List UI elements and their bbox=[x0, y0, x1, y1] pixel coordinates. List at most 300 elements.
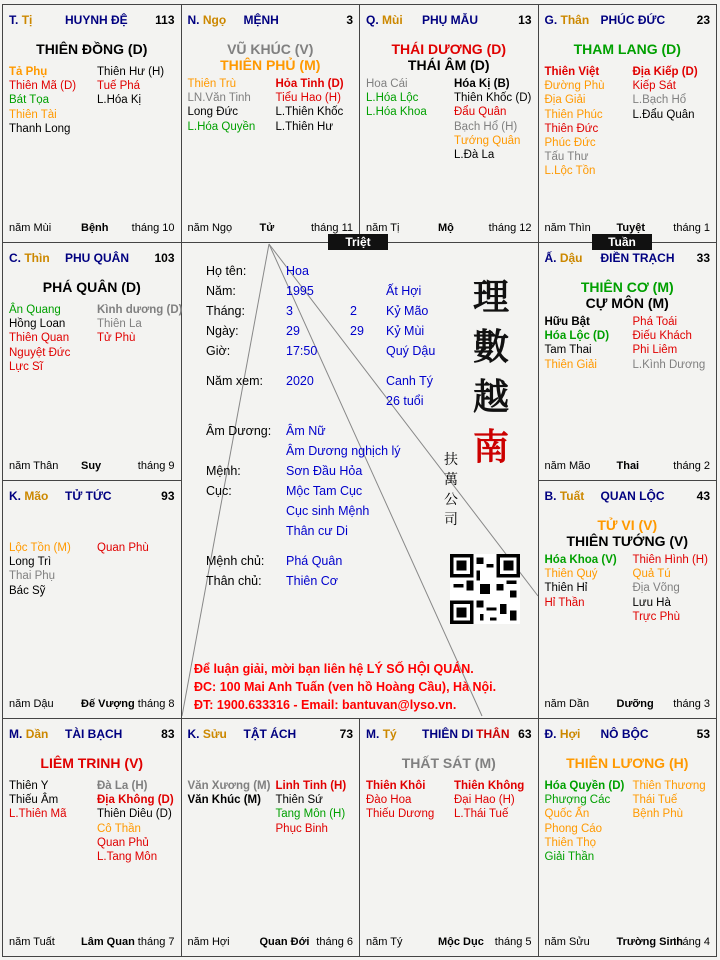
minor-star: Thái Tuế bbox=[632, 794, 678, 807]
ho-ten-value: Hoa bbox=[286, 264, 309, 278]
palace-stage: Bệnh bbox=[81, 222, 109, 234]
minor-star: L.Hóa Quyền bbox=[187, 120, 256, 133]
gio-label: Giờ: bbox=[206, 344, 231, 358]
seal-char-3: 越 bbox=[472, 376, 509, 418]
palace-month: tháng 10 bbox=[131, 222, 175, 234]
palace-stage: Mộ bbox=[438, 222, 454, 234]
palace-chi: Ngọ bbox=[202, 13, 227, 27]
minor-star: Địa Kiếp (D) bbox=[632, 66, 698, 78]
minor-star: Phá Toái bbox=[632, 316, 678, 328]
palace-can: M. bbox=[9, 727, 23, 741]
palace-footer bbox=[545, 936, 711, 950]
minor-star: Thiên Khốc (D) bbox=[454, 92, 532, 105]
palace-can: Q. bbox=[366, 13, 379, 27]
qr-code[interactable] bbox=[450, 554, 520, 624]
minor-stars-right bbox=[633, 315, 706, 372]
minor-stars-left bbox=[545, 65, 605, 179]
minor-star: Điếu Khách bbox=[632, 330, 692, 343]
palace-mui[interactable] bbox=[359, 4, 539, 243]
minor-stars-left bbox=[545, 315, 610, 372]
minor-stars-left bbox=[9, 65, 76, 136]
minor-star: Nguyệt Đức bbox=[9, 346, 71, 359]
thang-amlich: 2 bbox=[350, 304, 357, 318]
palace-year: năm Thân bbox=[9, 460, 59, 472]
minor-star: Long Trì bbox=[9, 556, 52, 569]
menhchu-label: Mệnh chủ: bbox=[206, 554, 265, 568]
palace-year: năm Hợi bbox=[187, 936, 230, 948]
seal-characters bbox=[456, 272, 526, 472]
nam-label: Năm: bbox=[206, 284, 236, 298]
palace-month: tháng 9 bbox=[137, 460, 175, 472]
minor-stars-left bbox=[366, 779, 434, 822]
palace-stage: Trường Sinh bbox=[616, 936, 684, 948]
minor-star: Bát Tọa bbox=[9, 94, 50, 107]
minor-star: Bác Sỹ bbox=[9, 584, 46, 597]
palace-can: N. bbox=[187, 13, 200, 27]
minor-star: Thanh Long bbox=[9, 122, 71, 135]
palace-stage: Thai bbox=[616, 460, 640, 472]
minor-star: Thiên Đức bbox=[544, 122, 599, 135]
minor-stars-right bbox=[97, 779, 174, 864]
minor-star: Quan Phù bbox=[97, 542, 149, 554]
palace-dau[interactable] bbox=[538, 242, 718, 481]
palace-chi: Thân bbox=[560, 13, 590, 27]
minor-star: L.Thiên Hư bbox=[275, 120, 334, 133]
amduong-value: Âm Nữ bbox=[286, 424, 326, 438]
minor-star: Thiên Sứ bbox=[275, 794, 323, 807]
minor-star: L.Lộc Tồn bbox=[544, 165, 596, 178]
ngay-value: 29 bbox=[286, 324, 300, 338]
minor-stars-right bbox=[454, 779, 524, 822]
seal-char-2: 數 bbox=[472, 326, 509, 368]
minor-star: Thiên Thọ bbox=[544, 836, 597, 849]
cuc-value2: Cục sinh Mệnh bbox=[286, 504, 370, 518]
triet-tag: Triệt bbox=[328, 234, 388, 250]
minor-star: L.Đà La bbox=[454, 149, 495, 162]
palace-year: năm Tý bbox=[366, 936, 403, 948]
palace-header bbox=[545, 251, 711, 267]
palace-month: tháng 3 bbox=[673, 698, 710, 710]
palace-chi: Mùi bbox=[382, 13, 403, 27]
palace-age: 3 bbox=[346, 13, 353, 27]
palace-name: PHU QUÂN bbox=[65, 251, 130, 265]
minor-star: L.Kình Dương bbox=[632, 358, 706, 371]
minor-star: L.Hóa Lộc bbox=[366, 92, 419, 105]
minor-star: Thiếu Âm bbox=[9, 794, 59, 807]
minor-stars-right bbox=[276, 77, 344, 134]
palace-footer bbox=[9, 460, 175, 474]
palace-age: 63 bbox=[518, 727, 532, 741]
major-star: THIÊN PHỦ (M) bbox=[220, 57, 321, 73]
thanchu-label: Thân chủ: bbox=[206, 574, 262, 588]
minor-star: L.Thái Tuế bbox=[454, 808, 509, 821]
minor-star: Đẩu Quân bbox=[454, 106, 507, 119]
minor-star: Phục Binh bbox=[275, 822, 328, 835]
palace-header bbox=[9, 727, 175, 743]
minor-star: Thiên Hư (H) bbox=[97, 66, 165, 78]
minor-star: Quan Phủ bbox=[97, 836, 149, 849]
cuc-label: Cục: bbox=[206, 484, 232, 498]
minor-star: Tướng Quân bbox=[454, 134, 521, 147]
palace-age: 83 bbox=[161, 727, 175, 741]
palace-chi: Tuất bbox=[559, 489, 585, 503]
palace-footer bbox=[9, 222, 175, 236]
palace-ngo[interactable] bbox=[181, 4, 361, 243]
minor-star: Hỉ Thần bbox=[544, 596, 585, 609]
minor-star: L.Hóa Khoa bbox=[366, 106, 427, 119]
amduong-label: Âm Dương: bbox=[206, 424, 272, 438]
palace-name: QUAN LỘC bbox=[600, 489, 665, 503]
minor-star: Thiên Hình (H) bbox=[632, 554, 708, 566]
palace-stage: Đế Vượng bbox=[81, 698, 135, 710]
palace-header bbox=[366, 727, 532, 743]
minor-star: Tam Thai bbox=[544, 344, 592, 357]
minor-stars-left bbox=[9, 779, 67, 822]
palace-age: 13 bbox=[518, 13, 532, 27]
minor-stars-left bbox=[188, 77, 256, 134]
palace-can: K. bbox=[187, 727, 200, 741]
minor-star: Thiên Phúc bbox=[544, 108, 603, 121]
minor-star: Hỏa Tinh (D) bbox=[275, 78, 344, 90]
palace-stage: Suy bbox=[81, 460, 102, 472]
palace-chi: Dậu bbox=[559, 251, 583, 265]
palace-name: NÔ BỘC bbox=[600, 727, 649, 741]
palace-footer bbox=[9, 936, 175, 950]
palace-age: 43 bbox=[696, 489, 710, 503]
tuoi-value: 26 tuổi bbox=[386, 394, 424, 408]
minor-star: Lực Sĩ bbox=[9, 360, 43, 373]
palace-year: năm Tuất bbox=[9, 936, 55, 948]
palace-header bbox=[545, 489, 711, 505]
palace-year: năm Thìn bbox=[544, 222, 591, 234]
contact-line-2: ĐC: 100 Mai Anh Tuấn (ven hồ Hoàng Cầu), Hà Nội. bbox=[194, 680, 497, 694]
minor-star: L.Đẩu Quân bbox=[632, 108, 695, 121]
side-characters: 扶萬公司 bbox=[444, 452, 458, 528]
major-star: THIÊN CƠ (M) bbox=[580, 279, 674, 295]
minor-star: Bệnh Phù bbox=[632, 808, 684, 821]
minor-star: Địa Không (D) bbox=[97, 794, 174, 807]
minor-star: Tuế Phá bbox=[97, 80, 141, 93]
palace-can: Ấ. bbox=[544, 251, 557, 265]
minor-star: L.Hóa Kị bbox=[97, 94, 142, 107]
palace-age: 103 bbox=[154, 251, 175, 265]
minor-star: L.Bạch Hổ bbox=[632, 94, 687, 107]
cuc-value3: Thân cư Di bbox=[286, 524, 348, 538]
minor-star: L.Thiên Khốc bbox=[275, 106, 344, 119]
palace-can: B. bbox=[544, 489, 557, 503]
palace-year: năm Mão bbox=[544, 460, 591, 472]
namxem-label: Năm xem: bbox=[206, 374, 263, 388]
minor-stars-right bbox=[97, 541, 149, 555]
contact-line-1: Để luận giải, mời bạn liên hệ LÝ SỐ HỘI QUÁN. bbox=[194, 662, 474, 676]
minor-star: Phi Liêm bbox=[632, 344, 678, 357]
palace-year: năm Mùi bbox=[9, 222, 52, 234]
palace-year: năm Dậu bbox=[9, 698, 54, 710]
minor-star: Địa Võng bbox=[632, 582, 680, 595]
minor-star: Phượng Các bbox=[544, 794, 611, 807]
palace-month: tháng 12 bbox=[488, 222, 532, 234]
center-info bbox=[182, 242, 538, 718]
palace-footer bbox=[188, 936, 354, 950]
minor-star: Lưu Hà bbox=[632, 596, 671, 609]
amduong-value2: Âm Dương nghịch lý bbox=[286, 444, 401, 458]
minor-star: Ân Quang bbox=[9, 304, 61, 316]
minor-star: Địa Giải bbox=[544, 94, 586, 107]
contact-line-3: ĐT: 1900.633316 - Email: bantuvan@lyso.vn. bbox=[194, 698, 457, 712]
minor-star: Tấu Thư bbox=[544, 151, 589, 164]
menh-value: Sơn Đầu Hỏa bbox=[286, 464, 363, 478]
major-star: THÁI ÂM (D) bbox=[407, 57, 490, 73]
palace-can: M. bbox=[366, 727, 380, 741]
palace-name: THIÊN DI bbox=[422, 727, 474, 741]
palace-year: năm Tị bbox=[366, 222, 400, 234]
major-star: THÁI DƯƠNG (D) bbox=[391, 41, 507, 57]
palace-ti[interactable] bbox=[2, 4, 182, 243]
major-star: THẤT SÁT (M) bbox=[401, 755, 496, 771]
ngay-amlich: 29 bbox=[350, 324, 364, 338]
minor-star: L.Thiên Mã bbox=[9, 808, 67, 821]
minor-star: Thiên Mã (D) bbox=[9, 80, 77, 93]
palace-thin[interactable] bbox=[2, 242, 182, 481]
minor-star: Quả Tú bbox=[632, 568, 671, 581]
seal-char-4: 南 bbox=[472, 426, 509, 468]
palace-tuat[interactable] bbox=[538, 480, 718, 719]
palace-name: PHÚC ĐỨC bbox=[600, 13, 666, 27]
ngay-canchi: Kỷ Mùi bbox=[386, 324, 425, 338]
tu-vi-chart bbox=[2, 4, 716, 956]
minor-star: Phúc Đức bbox=[544, 137, 596, 150]
minor-star: Hữu Bật bbox=[544, 316, 590, 328]
minor-star: Trực Phù bbox=[632, 610, 681, 623]
palace-stage: Lâm Quan bbox=[81, 936, 135, 948]
minor-star: Hóa Khoa (V) bbox=[544, 554, 617, 566]
palace-month: tháng 4 bbox=[673, 936, 710, 948]
minor-star: Thiên Thương bbox=[632, 780, 706, 792]
palace-can: G. bbox=[544, 13, 558, 27]
minor-star: Hóa Quyền (D) bbox=[544, 780, 625, 792]
minor-stars-left bbox=[9, 303, 70, 374]
minor-star: Thiên Y bbox=[9, 780, 49, 792]
minor-stars-right bbox=[633, 779, 706, 822]
minor-stars-left bbox=[545, 779, 625, 864]
than-tag: THÂN bbox=[476, 727, 510, 741]
minor-star: Cô Thần bbox=[97, 822, 141, 835]
thang-label: Tháng: bbox=[206, 304, 245, 318]
palace-month: tháng 5 bbox=[494, 936, 532, 948]
minor-star: Thiên Việt bbox=[544, 66, 600, 78]
palace-name: TẬT ÁCH bbox=[243, 727, 297, 741]
palace-chi: Tị bbox=[21, 13, 33, 27]
minor-star: Kiếp Sát bbox=[632, 80, 676, 93]
palace-age: 73 bbox=[339, 727, 353, 741]
nam-canchi: Ất Hợi bbox=[386, 284, 422, 298]
palace-chi: Tý bbox=[382, 727, 397, 741]
palace-header bbox=[188, 13, 354, 29]
major-star: THIÊN TƯỚNG (V) bbox=[566, 533, 689, 549]
palace-chi: Mão bbox=[24, 489, 49, 503]
tuan-tag: Tuần bbox=[592, 234, 652, 250]
minor-star: Kình dương (D) bbox=[97, 304, 183, 316]
gio-canchi: Quý Dậu bbox=[386, 344, 436, 358]
minor-star: Hóa Kị (B) bbox=[454, 78, 510, 90]
palace-chi: Sửu bbox=[202, 727, 227, 741]
ho-ten-label: Họ tên: bbox=[206, 264, 247, 278]
palace-stage: Dưỡng bbox=[616, 698, 654, 710]
major-star: TỬ VI (V) bbox=[597, 517, 658, 533]
palace-footer bbox=[366, 222, 532, 236]
palace-chi: Dần bbox=[25, 727, 49, 741]
namxem-value: 2020 bbox=[286, 374, 314, 388]
palace-age: 93 bbox=[161, 489, 175, 503]
minor-star: Thiên La bbox=[97, 318, 142, 331]
palace-name: TÀI BẠCH bbox=[65, 727, 123, 741]
palace-stage: Tuyệt bbox=[616, 222, 646, 234]
nam-value: 1995 bbox=[286, 284, 314, 298]
minor-star: Linh Tinh (H) bbox=[275, 780, 347, 792]
minor-stars-right bbox=[276, 779, 347, 836]
palace-name: HUYNH ĐỆ bbox=[65, 13, 128, 27]
major-star: CỰ MÔN (M) bbox=[585, 295, 669, 311]
palace-dan[interactable] bbox=[2, 718, 182, 957]
minor-star: Quốc Ấn bbox=[544, 808, 590, 821]
minor-star: Thiếu Dương bbox=[366, 808, 435, 821]
minor-star: Tiểu Hao (H) bbox=[275, 92, 341, 105]
minor-star: Tả Phụ bbox=[9, 66, 48, 78]
palace-stage: Tử bbox=[259, 222, 275, 234]
palace-than[interactable] bbox=[538, 4, 718, 243]
minor-stars-right bbox=[454, 77, 531, 162]
minor-star: Văn Khúc (M) bbox=[187, 794, 261, 807]
palace-header bbox=[188, 727, 354, 743]
palace-header bbox=[9, 251, 175, 267]
palace-can: K. bbox=[9, 489, 21, 503]
palace-year: năm Sửu bbox=[544, 936, 590, 948]
minor-star: Hóa Lộc (D) bbox=[544, 330, 610, 343]
palace-age: 33 bbox=[696, 251, 710, 265]
palace-header bbox=[545, 727, 711, 743]
minor-star: Đại Hao (H) bbox=[454, 794, 515, 807]
palace-suu[interactable] bbox=[181, 718, 361, 957]
palace-header bbox=[366, 13, 532, 29]
minor-star: Đào Hoa bbox=[366, 794, 412, 807]
palace-stage: Quan Đới bbox=[259, 936, 310, 948]
menhchu-value: Phá Quân bbox=[286, 554, 343, 568]
minor-star: Lộc Tồn (M) bbox=[9, 542, 71, 554]
palace-can: Đ. bbox=[544, 727, 557, 741]
minor-star: Thiên Diêu (D) bbox=[97, 808, 172, 821]
minor-star: Thiên Tài bbox=[9, 108, 57, 121]
palace-can: C. bbox=[9, 251, 21, 265]
major-star: THAM LANG (D) bbox=[573, 41, 681, 57]
minor-star: Văn Xương (M) bbox=[187, 780, 271, 792]
minor-stars-right bbox=[633, 65, 698, 122]
minor-stars-right bbox=[97, 65, 164, 108]
palace-age: 113 bbox=[155, 13, 175, 27]
minor-stars-left bbox=[366, 77, 427, 120]
minor-star: LN.Văn Tinh bbox=[187, 92, 251, 105]
minor-star: Thai Phụ bbox=[9, 570, 56, 583]
minor-star: Thiên Hỉ bbox=[544, 582, 588, 595]
namxem-canchi: Canh Tý bbox=[386, 374, 434, 388]
palace-year: năm Ngọ bbox=[187, 222, 233, 234]
palace-month: tháng 2 bbox=[673, 460, 710, 472]
minor-star: Thiên Quý bbox=[544, 568, 598, 581]
minor-stars-left bbox=[188, 779, 271, 807]
minor-star: Thiên Trù bbox=[187, 78, 237, 90]
palace-name: TỬ TỨC bbox=[65, 489, 112, 503]
palace-name: ĐIỀN TRẠCH bbox=[600, 251, 675, 265]
palace-can: T. bbox=[9, 13, 19, 27]
thang-value: 3 bbox=[286, 304, 293, 318]
ngay-label: Ngày: bbox=[206, 324, 239, 338]
menh-label: Mệnh: bbox=[206, 464, 241, 478]
palace-ty[interactable] bbox=[359, 718, 539, 957]
palace-footer bbox=[545, 460, 711, 474]
palace-age: 23 bbox=[696, 13, 710, 27]
seal-char-1: 理 bbox=[472, 276, 509, 318]
palace-header bbox=[9, 489, 175, 505]
cuc-value: Mộc Tam Cục bbox=[286, 484, 363, 498]
gio-value: 17:50 bbox=[286, 344, 318, 358]
palace-stage: Mộc Dục bbox=[438, 936, 484, 948]
palace-mao[interactable] bbox=[2, 480, 182, 719]
palace-footer bbox=[366, 936, 532, 950]
minor-stars-left bbox=[9, 541, 71, 598]
minor-star: Tang Môn (H) bbox=[275, 808, 346, 821]
palace-name: MỆNH bbox=[243, 13, 279, 27]
palace-month: tháng 6 bbox=[316, 936, 353, 948]
minor-star: Thiên Quan bbox=[9, 332, 70, 345]
palace-month: tháng 8 bbox=[137, 698, 175, 710]
minor-star: Hồng Loan bbox=[9, 318, 66, 331]
palace-header bbox=[9, 13, 175, 29]
palace-hoi[interactable] bbox=[538, 718, 718, 957]
palace-chi: Thìn bbox=[24, 251, 50, 265]
thang-canchi: Kỷ Mão bbox=[386, 304, 429, 318]
thanchu-value: Thiên Cơ bbox=[286, 574, 338, 588]
major-star: THIÊN ĐỒNG (D) bbox=[36, 41, 148, 57]
minor-star: Bạch Hổ (H) bbox=[454, 120, 518, 133]
minor-star: Thiên Không bbox=[454, 780, 525, 792]
palace-month: tháng 11 bbox=[310, 222, 353, 234]
minor-star: Thiên Khôi bbox=[366, 780, 426, 792]
minor-stars-right bbox=[633, 553, 708, 624]
palace-month: tháng 7 bbox=[137, 936, 175, 948]
minor-star: L.Tang Môn bbox=[97, 851, 158, 864]
major-star: VŨ KHÚC (V) bbox=[227, 41, 314, 57]
minor-star: Đà La (H) bbox=[97, 780, 148, 792]
major-star: LIÊM TRINH (V) bbox=[40, 755, 144, 771]
minor-star: Hoa Cái bbox=[366, 78, 408, 90]
minor-star: Long Đức bbox=[187, 106, 239, 119]
minor-stars-right bbox=[97, 303, 182, 346]
major-star: THIÊN LƯƠNG (H) bbox=[566, 755, 689, 771]
palace-header bbox=[545, 13, 711, 29]
minor-star: Thiên Giải bbox=[544, 358, 597, 371]
minor-stars-left bbox=[545, 553, 617, 610]
palace-footer bbox=[9, 698, 175, 712]
minor-star: Giải Thần bbox=[544, 851, 595, 864]
palace-chi: Hợi bbox=[559, 727, 581, 741]
minor-star: Tử Phù bbox=[97, 332, 136, 345]
minor-star: Phong Cáo bbox=[544, 822, 603, 835]
minor-star: Đường Phù bbox=[544, 80, 605, 93]
palace-name: PHỤ MẪU bbox=[422, 13, 478, 27]
palace-footer bbox=[545, 698, 711, 712]
palace-year: năm Dần bbox=[544, 698, 590, 710]
palace-age: 53 bbox=[696, 727, 710, 741]
palace-month: tháng 1 bbox=[673, 222, 710, 234]
